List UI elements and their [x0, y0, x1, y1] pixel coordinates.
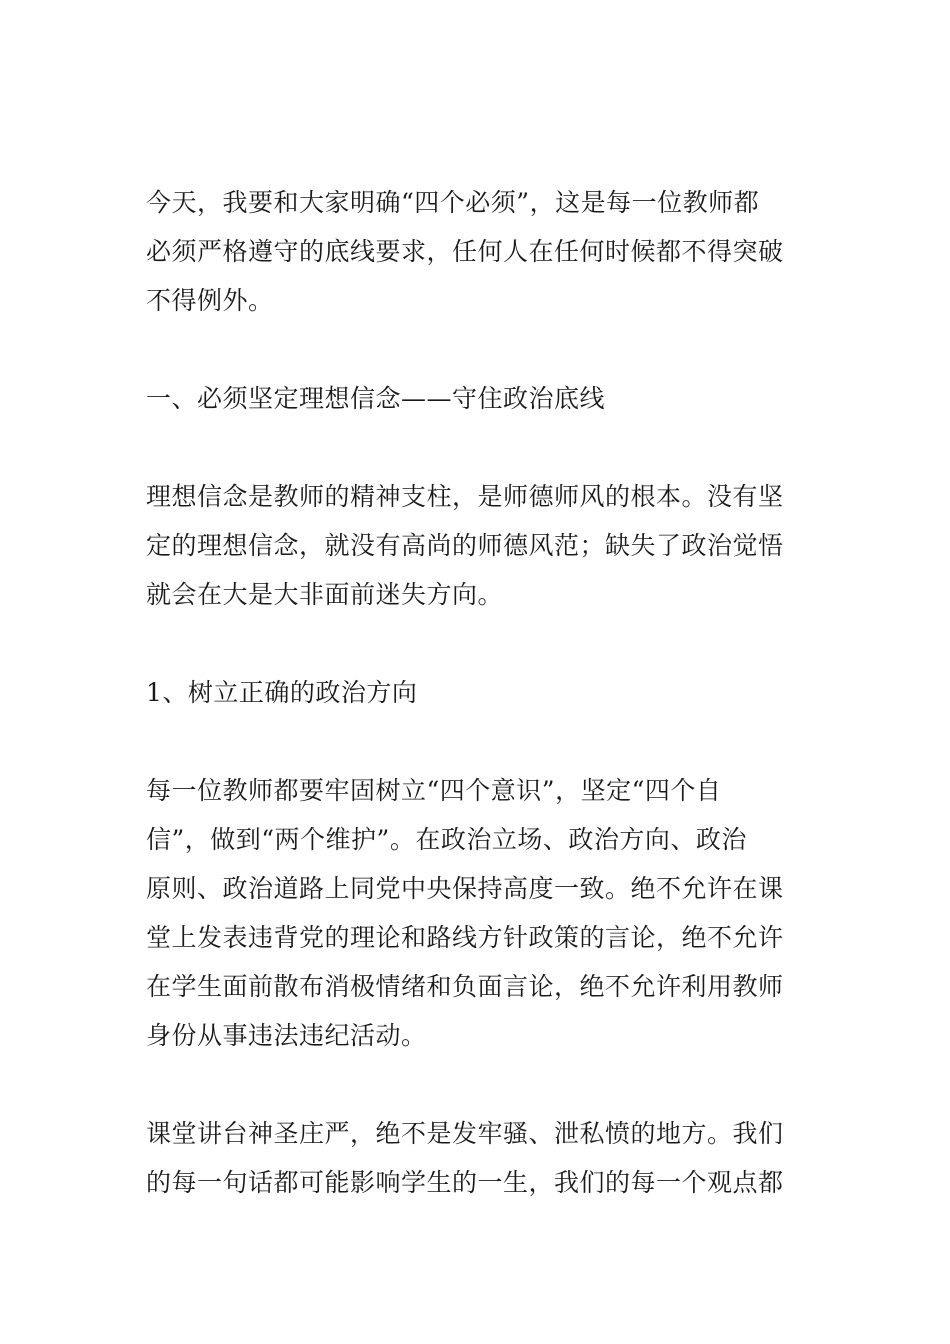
text-line: 就会在大是大非面前迷失方向。	[146, 580, 504, 609]
paragraph-spacer	[146, 619, 806, 668]
text-line: 必须严格遵守的底线要求，任何人在任何时候都不得突破	[146, 237, 784, 266]
text-line: 课堂讲台神圣庄严，绝不是发牢骚、泄私愤的地方。我们	[146, 1119, 784, 1148]
text-line: 每一位教师都要牢固树立“四个意识”，坚定“四个自	[146, 776, 722, 805]
text-line: 的每一句话都可能影响学生的一生，我们的每一个观点都	[146, 1168, 784, 1197]
text-line: 身份从事违法违纪活动。	[146, 1021, 427, 1050]
document-body	[146, 178, 806, 1207]
paragraph-ideals	[146, 472, 806, 619]
paragraph-classroom	[146, 1109, 806, 1207]
paragraph-spacer	[146, 1060, 806, 1109]
text-line: 堂上发表违背党的理论和路线方针政策的言论，绝不允许	[146, 923, 784, 952]
text-line: 今天，我要和大家明确“四个必须”，这是每一位教师都	[146, 188, 760, 217]
paragraph-spacer	[146, 423, 806, 472]
text-line: 不得例外。	[146, 286, 274, 315]
text-line: 定的理想信念，就没有高尚的师德风范；缺失了政治觉悟	[146, 531, 784, 560]
subsection-heading: 1、树立正确的政治方向	[146, 678, 418, 707]
paragraph-political-direction	[146, 766, 806, 1060]
text-line: 原则、政治道路上同党中央保持高度一致。绝不允许在课	[146, 874, 784, 903]
paragraph-spacer	[146, 325, 806, 374]
paragraph-spacer	[146, 717, 806, 766]
text-line: 在学生面前散布消极情绪和负面言论，绝不允许利用教师	[146, 972, 784, 1001]
paragraph-intro	[146, 178, 806, 325]
text-line: 理想信念是教师的精神支柱，是师德师风的根本。没有坚	[146, 482, 784, 511]
section-heading: 一、必须坚定理想信念——守住政治底线	[146, 384, 606, 413]
text-line: 信”，做到“两个维护”。在政治立场、政治方向、政治	[146, 825, 747, 854]
